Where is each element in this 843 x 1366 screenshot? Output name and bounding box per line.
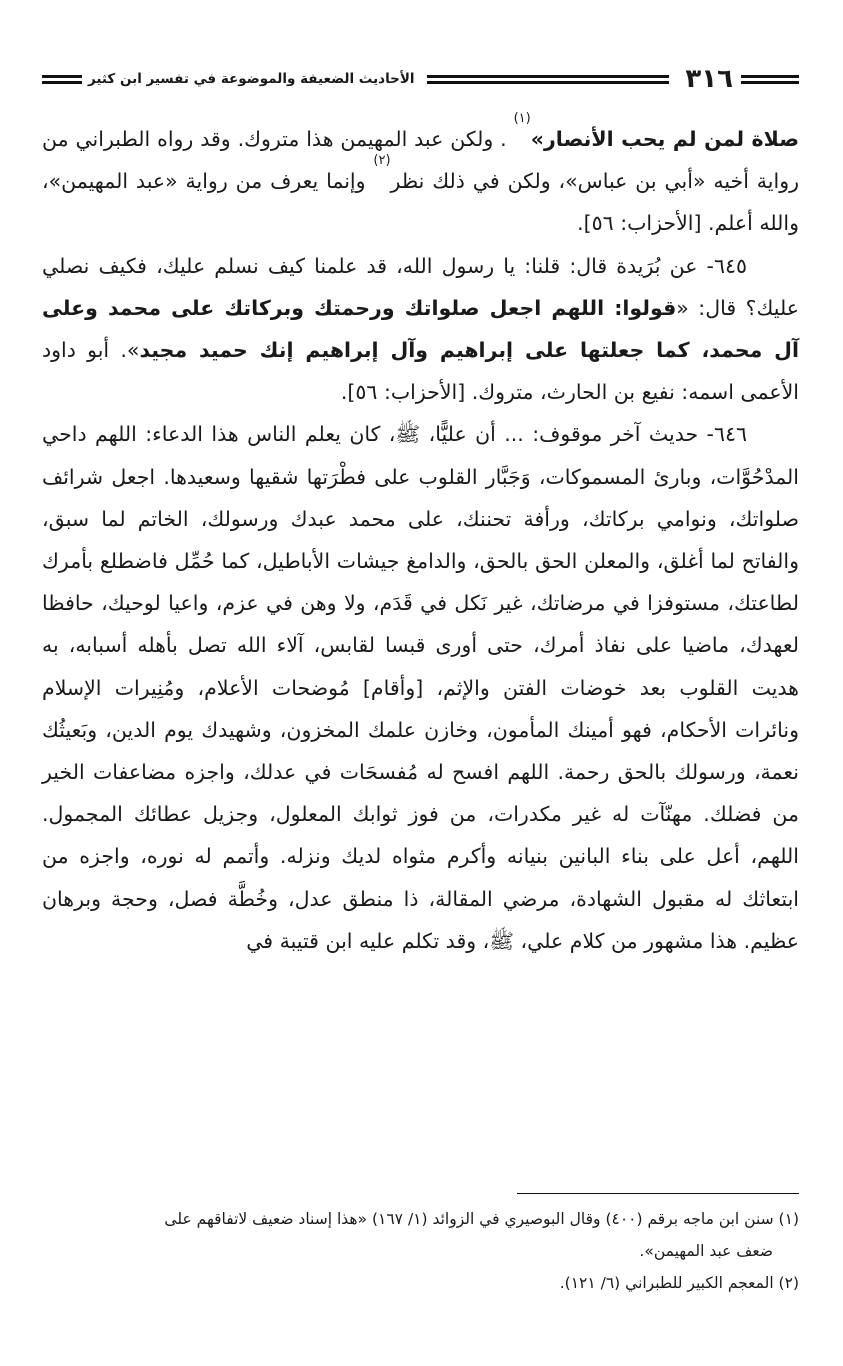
main-text [42,111,799,962]
header-rule-middle [427,75,670,84]
footnote-separator [517,1193,799,1194]
footnote-1-continuation: ضعف عبد المهيمن». [639,1242,773,1260]
footnote-ref-1: (١) [513,111,531,126]
hadith-646: ٦٤٦- حديث آخر موقوف: ... أن عليًّا، ﷺ، كان يعلم الناس هذا الدعاء: اللهم داحي المدْحُوَّات، وبارئ المسموكات، وَجَبَّار القلوب على فطْرَتها شقيها وسعيدها. اجعل شرائف صلواتك، ونوامي بركاتك، ورأفة تحننك، على محمد عبدك ورسولك، الخاتم لما سبق، والفاتح لما أغلق، والمعلن الحق بالحق، والدامغ جيشات الأباطيل، كما حُمِّل فاضطلع بأمرك لطاعتك، مستوفزا في مرضاتك، غير نَكل في قَدَم، ولا وهن في عزم، واعيا لوحيك، حافظا لعهدك، ماضيا على نفاذ أمرك، حتى أورى قبسا لقابس، آلاء الله تصل بأهله أسبابه، به هديت القلوب بعد خوضات الفتن والإثم، [وأقام] مُوضحات الأعلام، ومُنِيرات الإسلام ونائرات الأحكام، فهو أمينك المأمون، وخازن علمك المخزون، وشهيدك يوم الدين، وبَعيثُك نعمة، ورسولك بالحق رحمة. اللهم افسح له مُفسحَات في عدلك، واجزه مضاعفات الخير من فضلك. مهنّآت له غير مكدرات، من فوز ثوابك المعلول، وجزيل عطائك المجمول. اللهم، أعل على بناء البانين بنيانه وأكرم مثواه لديك ونزله. وأتمم له نوره، واجزه من ابتعاثك له مقبول الشهادة، مرضي المقالة، ذا منطق عدل، وخُطَّة فصل، وحجة وبرهان عظيم. هذا مشهور من كلام علي، ﷺ، وقد تكلم عليه ابن قتيبة في [42,422,799,953]
running-title: الأحاديث الضعيفة والموضوعة في تفسير ابن كثير [88,71,415,87]
running-header [42,62,799,96]
footnotes [42,1203,799,1299]
bold-hadith-text: صلاة لمن لم يحب الأنصار» [530,127,799,151]
paragraph-continuation [42,111,799,245]
paragraph-text: . ولكن عبد المهيمن هذا متروك. وقد رواه الطبراني من رواية أخيه «أبي بن عباس»، ولكن في ذلك نظر [42,127,799,194]
paragraph-text: ». أبو داود الأعمى اسمه: نفيع بن الحارث، متروك. [الأحزاب: ٥٦]. [42,338,799,405]
page-number: ٣١٦ [685,64,733,94]
header-rule-right [741,75,799,84]
paragraph-text: وإنما يعرف من رواية «عبد المهيمن»، والله أعلم. [الأحزاب: ٥٦]. [42,169,799,236]
hadith-645 [42,245,799,414]
paragraph-text: ٦٤٥- عن بُرَيدة قال: قلنا: يا رسول الله، قد علمنا كيف نسلم عليك، فكيف نصلي عليك؟ قال: « [42,253,799,320]
footnote-2: (٢) المعجم الكبير للطبراني (٦/ ١٢١). [559,1274,799,1292]
footnote-1: (١) سنن ابن ماجه برقم (٤٠٠) وقال البوصيري في الزوائد (١/ ١٦٧) «هذا إسناد ضعيف لاتفاقهم على [164,1210,799,1228]
header-rule-left [42,75,82,84]
bold-hadith-text: قولوا: اللهم اجعل صلواتك ورحمتك وبركاتك على محمد وعلى آل محمد، كما جعلتها على إبراهيم وآل إبراهيم إنك حميد مجيد [42,295,799,363]
footnote-ref-2: (٢) [373,153,391,169]
